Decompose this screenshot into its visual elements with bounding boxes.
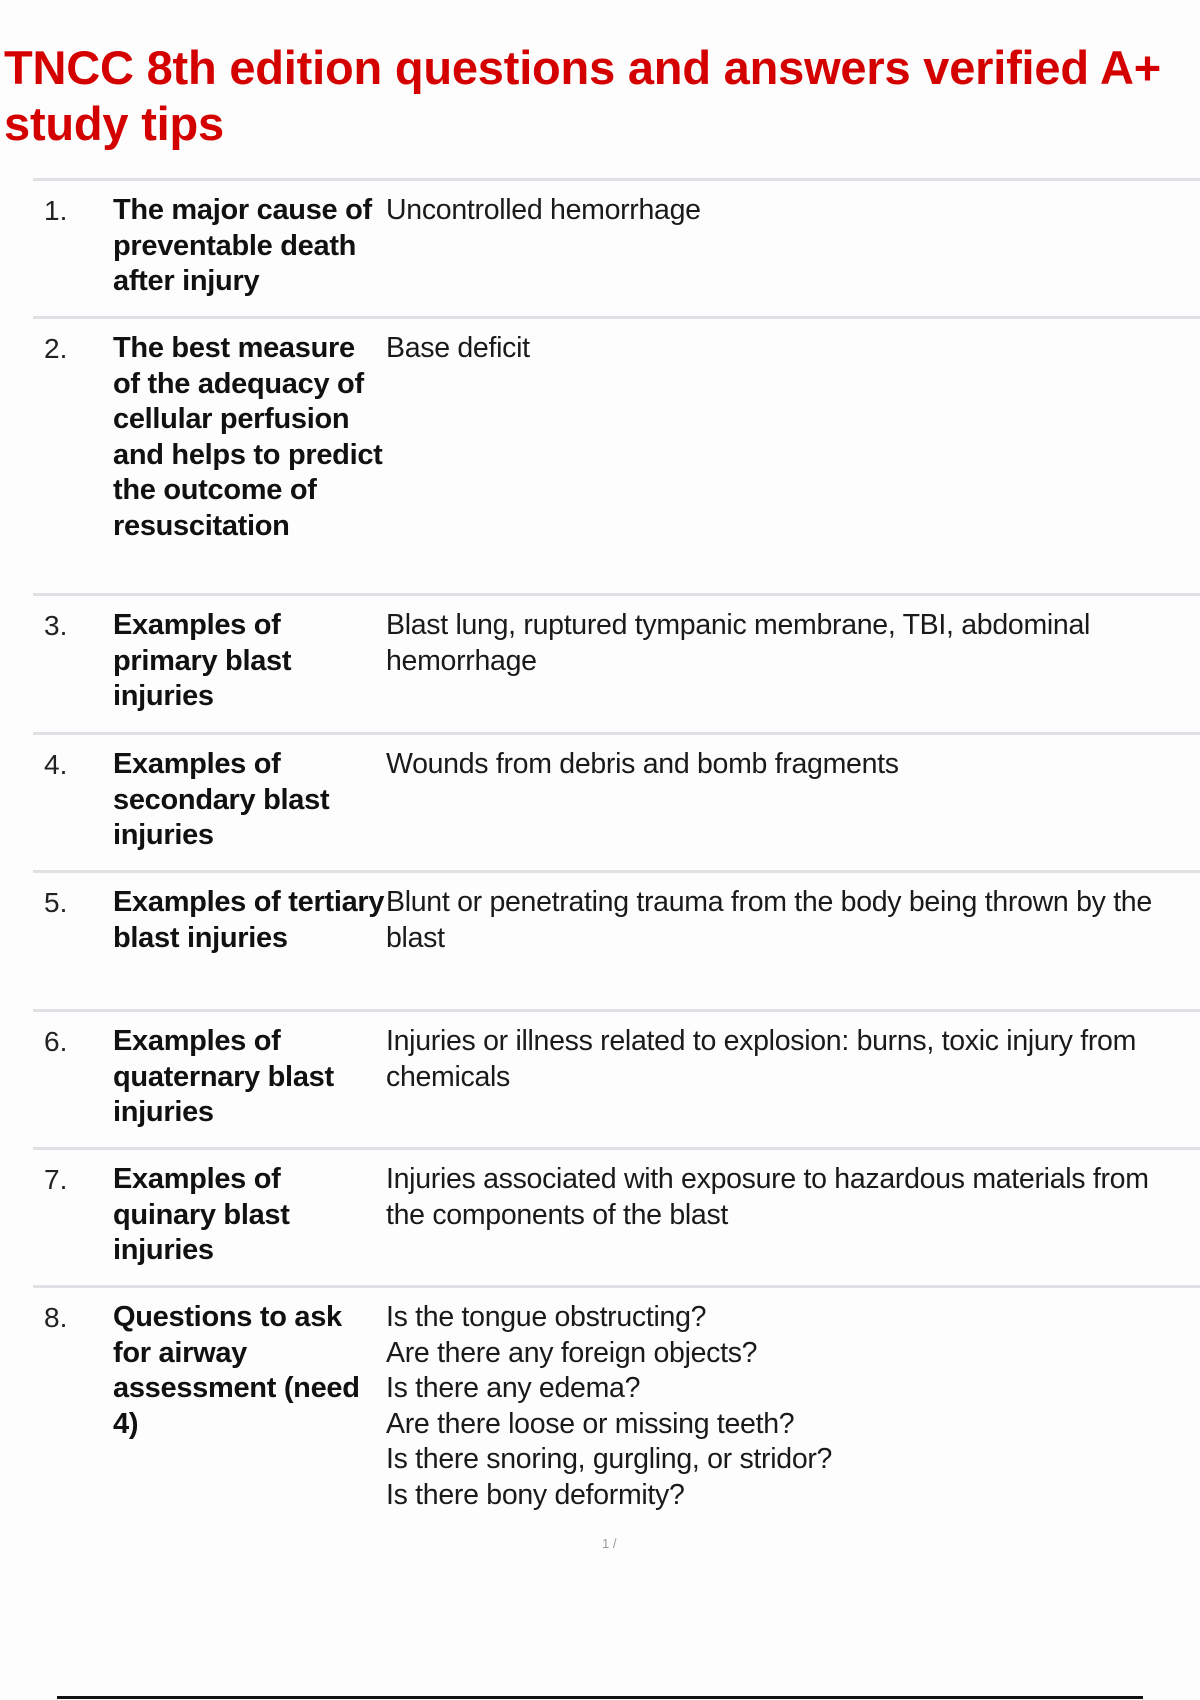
question-text: The major cause of preventable death after injury (113, 194, 372, 297)
item-number: 2. (44, 333, 68, 364)
item-number: 1. (44, 195, 68, 226)
answer-line: Uncontrolled hemorrhage (386, 194, 701, 226)
answer-text (386, 885, 1200, 1009)
qa-table (33, 178, 1200, 1525)
item-number: 5. (44, 887, 68, 918)
item-number: 7. (44, 1164, 68, 1195)
answer-text (386, 608, 1200, 732)
item-number: 6. (44, 1026, 68, 1057)
qa-row (33, 870, 1200, 1009)
item-number: 3. (44, 610, 68, 641)
item-number: 4. (44, 749, 68, 780)
answer-line: Is there snoring, gurgling, or stridor? (386, 1443, 833, 1475)
question-text: Examples of tertiary blast injuries (113, 886, 385, 954)
qa-row (33, 1285, 1200, 1525)
page-number: 1 / (602, 1536, 617, 1551)
question-text: Examples of quinary blast injuries (113, 1163, 290, 1266)
answer-text (386, 1162, 1200, 1285)
answer-text (386, 1024, 1200, 1147)
answer-line: Injuries associated with exposure to hazardous materials from the components of the blast (386, 1163, 1149, 1231)
qa-row (33, 1009, 1200, 1147)
answer-line: Is there bony deformity? (386, 1478, 685, 1511)
question-text: Examples of secondary blast injuries (113, 748, 330, 851)
question-text: Questions to ask for airway assessment (need 4) (113, 1301, 360, 1440)
answer-text (386, 747, 1200, 870)
qa-row (33, 178, 1200, 316)
qa-row (33, 732, 1200, 870)
qa-row (33, 1147, 1200, 1285)
answer-line: Blunt or penetrating trauma from the body being thrown by the blast (386, 886, 1152, 954)
answer-text (386, 331, 1200, 593)
answer-line: Blast lung, ruptured tympanic membrane, TBI, abdominal hemorrhage (386, 609, 1091, 677)
bottom-rule (57, 1696, 1143, 1699)
answer-text (386, 193, 1200, 316)
answer-line: Base deficit (386, 332, 530, 364)
answer-text (386, 1300, 1200, 1525)
item-number: 8. (44, 1302, 68, 1333)
answer-line: Is the tongue obstructing? (386, 1301, 707, 1333)
answer-line: Is there any edema? (386, 1372, 641, 1404)
qa-row (33, 316, 1200, 593)
document-title: TNCC 8th edition questions and answers verified A+ study tips (4, 41, 1161, 150)
answer-line: Are there any foreign objects? (386, 1336, 758, 1369)
question-text: The best measure of the adequacy of cellular perfusion and helps to predict the outcome of resuscitation (113, 332, 383, 542)
question-text: Examples of primary blast injuries (113, 609, 292, 712)
answer-line: Are there loose or missing teeth? (386, 1407, 795, 1440)
answer-line: Injuries or illness related to explosion: burns, toxic injury from chemicals (386, 1025, 1137, 1093)
answer-line: Wounds from debris and bomb fragments (386, 748, 899, 780)
question-text: Examples of quaternary blast injuries (113, 1025, 334, 1128)
qa-row (33, 593, 1200, 732)
